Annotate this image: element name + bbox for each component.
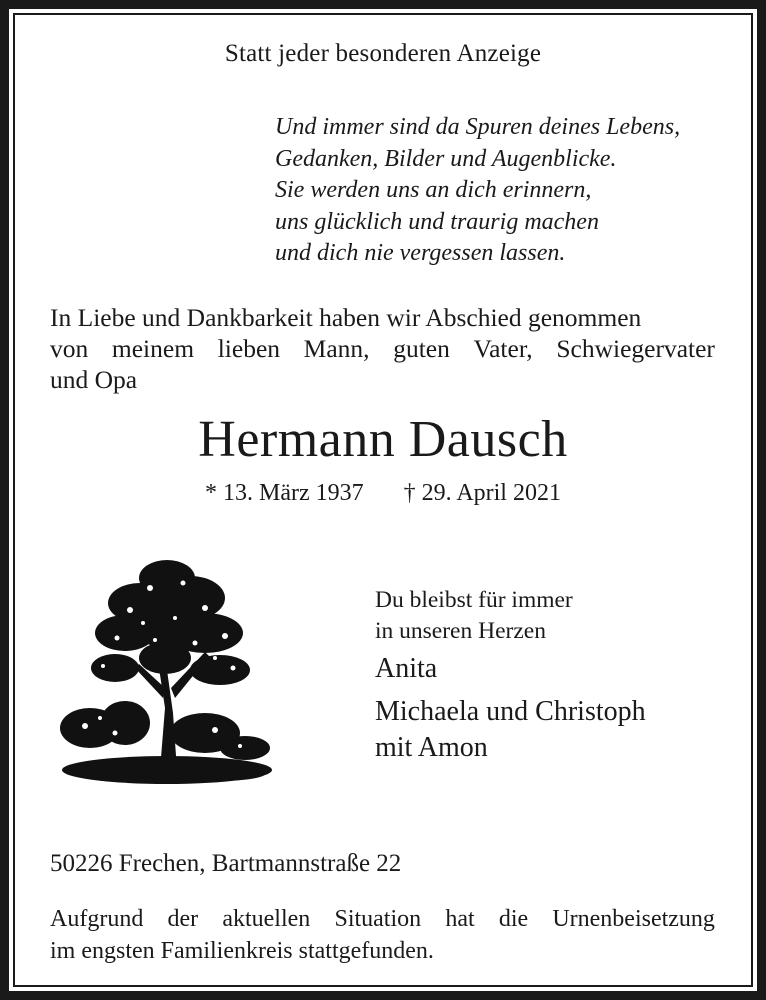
word: Vater,	[473, 334, 533, 363]
mourner-name: mit Amon	[375, 732, 488, 763]
farewell-text	[50, 302, 715, 395]
word: Urnenbeisetzung	[552, 906, 715, 932]
poem-line: Sie werden uns an dich erinnern,	[275, 177, 592, 203]
birth-date: * 13. März 1937	[205, 480, 364, 506]
burial-notice	[50, 904, 715, 967]
poem-line: Und immer sind da Spuren deines Lebens,	[275, 114, 681, 140]
word: Aufgrund	[50, 906, 144, 932]
mourners-block	[375, 585, 735, 766]
farewell-line: und Opa	[50, 365, 138, 394]
word: die	[498, 906, 529, 932]
deceased-name: Hermann Dausch	[198, 411, 568, 468]
poem-line: Gedanken, Bilder und Augenblicke.	[275, 145, 617, 172]
address: 50226 Frechen, Bartmannstraße 22	[50, 850, 402, 877]
motto-line: Du bleibst für immer	[375, 587, 573, 613]
word: Mann,	[303, 334, 370, 363]
word: Situation	[334, 906, 422, 932]
word: hat	[445, 906, 475, 932]
poem-line: uns glücklich und traurig machen	[275, 208, 599, 235]
notice-line: im engsten Familienkreis stattgefunden.	[50, 937, 434, 964]
farewell-line-justified	[50, 333, 715, 364]
word: Schwiegervater	[556, 334, 715, 363]
announcement-header: Statt jeder besonderen Anzeige	[224, 40, 542, 67]
mourner-name: Anita	[375, 653, 438, 684]
tree-illustration	[55, 548, 280, 800]
word: aktuellen	[222, 906, 311, 932]
word: lieben	[217, 334, 281, 363]
life-dates	[0, 480, 766, 507]
poem-line: und dich nie vergessen lassen.	[275, 240, 566, 266]
word: meinem	[111, 334, 195, 363]
poem	[275, 112, 735, 270]
notice-line-justified	[50, 904, 715, 936]
mourner-name: Michaela und Christoph	[375, 696, 646, 727]
word: von	[50, 334, 89, 363]
death-date: † 29. April 2021	[403, 480, 561, 506]
farewell-line: In Liebe und Dankbarkeit haben wir Abschied genommen	[50, 303, 642, 332]
motto-line: in unseren Herzen	[375, 618, 546, 644]
word: guten	[393, 334, 450, 363]
word: der	[167, 906, 199, 932]
